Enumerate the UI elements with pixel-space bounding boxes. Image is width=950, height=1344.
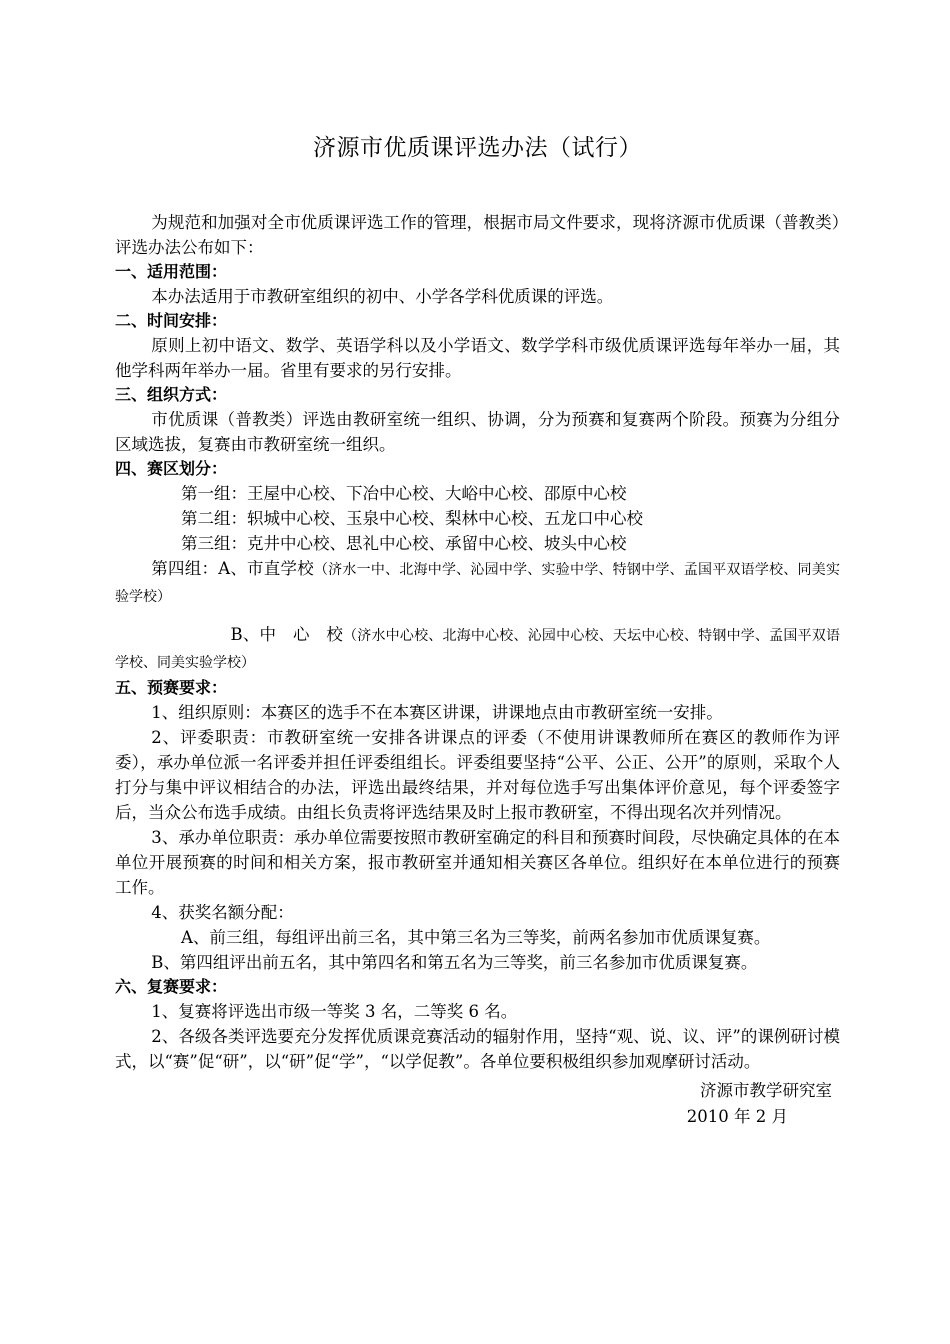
section-heading-scope: 一、适用范围：: [115, 262, 228, 281]
group-4a-label: 第四组：A、市直学校: [151, 559, 314, 578]
section-heading-divisions: 四、赛区划分：: [115, 459, 228, 478]
document-title: 济源市优质课评选办法（试行）: [313, 135, 642, 161]
preliminary-item-4a: A、前三组，每组评出前三名，其中第三名为三等奖，前两名参加市优质课复赛。: [181, 928, 771, 947]
final-item-1: 1、复赛将评选出市级一等奖 3 名，二等奖 6 名。: [151, 1002, 518, 1021]
section-heading-schedule: 二、时间安排：: [115, 311, 228, 330]
section-heading-final: 六、复赛要求：: [115, 977, 228, 996]
scope-paragraph: 本办法适用于市教研室组织的初中、小学各学科优质课的评选。: [151, 287, 614, 306]
group-4a-schools: （济水一中、北海中学、沁园中学、实验中学、特钢中学、孟国平双语学校、同美实验学校）: [115, 562, 840, 605]
signature-org: 济源市教学研究室: [700, 1081, 832, 1100]
document-page: [115, 128, 840, 1130]
division-group-3: 第三组：克井中心校、思礼中心校、承留中心校、坡头中心校: [181, 534, 627, 553]
preliminary-item-2: 2、评委职责：市教研室统一安排各讲课点的评委（不使用讲课教师所在赛区的教师作为评委），承办单位派一名评委并担任评委组组长。评委组要坚持“公平、公正、公开”的原则，采取个人打分与集中评议相结合的办法，评选出最终结果，并对每位选手写出集体评价意见，每个评委签字后，当众公布选手成绩。由组长负责将评选结果及时上报市教研室，不得出现名次并列情况。: [115, 728, 840, 822]
preliminary-item-4: 4、获奖名额分配：: [151, 903, 294, 922]
organization-paragraph: 市优质课（普教类）评选由教研室统一组织、协调，分为预赛和复赛两个阶段。预赛为分组分区域选拔，复赛由市教研室统一组织。: [115, 410, 840, 454]
preliminary-item-3: 3、承办单位职责：承办单位需要按照市教研室确定的科目和预赛时间段，尽快确定具体的在本单位开展预赛的时间和相关方案，报市教研室并通知相关赛区各单位。组织好在本单位进行的预赛工作。: [115, 828, 840, 897]
intro-paragraph: 为规范和加强对全市优质课评选工作的管理，根据市局文件要求，现将济源市优质课（普教类）评选办法公布如下：: [115, 213, 840, 257]
section-heading-preliminary: 五、预赛要求：: [115, 678, 228, 697]
section-heading-organization: 三、组织方式：: [115, 385, 228, 404]
division-group-4a: [115, 556, 840, 610]
group-4b-schools: （济水中心校、北海中心校、沁园中心校、天坛中心校、特钢中学、孟国平双语学校、同美实验学校）: [115, 628, 840, 671]
final-item-2: 2、各级各类评选要充分发挥优质课竞赛活动的辐射作用，坚持“观、说、议、评”的课例研讨模式，以“赛”促“研”，以“研”促“学”，“以学促教”。各单位要积极组织参加观摩研讨活动。: [115, 1027, 840, 1071]
preliminary-item-4b: B、第四组评出前五名，其中第四名和第五名为三等奖，前三名参加市优质课复赛。: [151, 953, 758, 972]
signature-block: [115, 1078, 840, 1130]
division-group-4b: [115, 622, 840, 676]
division-group-1: 第一组：王屋中心校、下冶中心校、大峪中心校、邵原中心校: [181, 484, 627, 503]
division-group-2: 第二组：轵城中心校、玉泉中心校、梨林中心校、五龙口中心校: [181, 509, 643, 528]
signature-date: 2010 年 2 月: [686, 1107, 788, 1126]
schedule-paragraph: 原则上初中语文、数学、英语学科以及小学语文、数学学科市级优质课评选每年举办一届，其他学科两年举办一届。省里有要求的另行安排。: [115, 336, 840, 380]
preliminary-item-1: 1、组织原则：本赛区的选手不在本赛区讲课，讲课地点由市教研室统一安排。: [151, 703, 723, 722]
group-4b-label: B、中 心 校: [230, 625, 344, 644]
